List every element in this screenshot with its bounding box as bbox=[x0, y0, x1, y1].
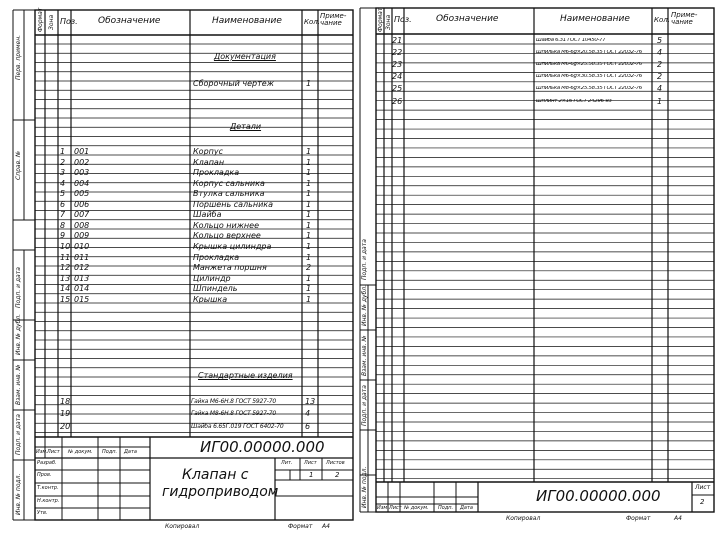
part-row-name: Крышка bbox=[193, 294, 228, 304]
part-row-designation: 007 bbox=[74, 210, 90, 220]
side-label-sign-date: Подп. и дата bbox=[361, 239, 368, 280]
header-note: Приме- чание bbox=[320, 12, 347, 28]
spec-row-name: Шпилька М6-6g×30.58.35 ГОСТ 22032-76 bbox=[536, 74, 642, 80]
part-row-qty: 1 bbox=[306, 210, 312, 220]
spec-row-name: Шпилька М6-6g×25.58.35 ГОСТ 22032-76 bbox=[536, 62, 642, 68]
part-row-pos: 9 bbox=[60, 231, 66, 241]
part-row-qty: 1 bbox=[306, 273, 312, 283]
part-row-pos: 12 bbox=[60, 263, 71, 273]
part-row-pos: 11 bbox=[60, 252, 71, 262]
part-row-pos: 13 bbox=[60, 273, 71, 283]
header-zone: Зона bbox=[385, 14, 392, 30]
part-row-pos: 14 bbox=[60, 284, 71, 294]
stamp-label-sheet: Лист bbox=[389, 505, 402, 511]
stamp-designation: ИГ00.00000.000 bbox=[200, 438, 325, 456]
part-row-qty: 1 bbox=[306, 168, 312, 178]
part-row-name: Шайба bbox=[193, 210, 222, 220]
spec-row-name: Шпилька М6-6g×20.58.35 ГОСТ 22032-76 bbox=[536, 50, 642, 56]
stamp-copied-label: Копировал bbox=[506, 515, 541, 522]
part-row-qty: 1 bbox=[306, 231, 312, 241]
spec-row-qty: 2 bbox=[657, 60, 663, 70]
header-zone: Зона bbox=[48, 14, 55, 30]
part-row-pos: 6 bbox=[60, 199, 66, 209]
stamp-label-doc-no: № докум. bbox=[404, 505, 429, 511]
part-row-designation: 001 bbox=[74, 147, 90, 156]
sheet-1-grid bbox=[0, 0, 355, 540]
part-row-pos: 4 bbox=[60, 178, 66, 188]
part-row-name: Крышка цилиндра bbox=[193, 241, 272, 251]
stamp-role-approved: Утв. bbox=[37, 510, 48, 516]
header-designation: Обозначение bbox=[98, 16, 161, 26]
part-row-designation: 003 bbox=[74, 168, 90, 178]
spec-row-pos: 21 bbox=[392, 36, 403, 45]
side-label-dup-inv: Инв. № дубл. bbox=[361, 284, 368, 326]
part-row-designation: 009 bbox=[74, 231, 90, 241]
part-row-designation: 008 bbox=[74, 220, 90, 230]
stamp-label-sheet: Лист bbox=[47, 449, 60, 455]
header-qty: Кол. bbox=[654, 16, 670, 24]
part-row-qty: 1 bbox=[306, 220, 312, 230]
side-label-sign-date: Подп. и дата bbox=[15, 267, 22, 308]
side-label-replace-inv: Взам. инв. № bbox=[15, 364, 22, 405]
part-row-pos: 5 bbox=[60, 189, 66, 199]
part-row-pos: 10 bbox=[60, 241, 71, 251]
doc-row-name: Сборочный чертеж bbox=[193, 79, 274, 88]
part-row-designation: 002 bbox=[74, 157, 90, 167]
side-label-ref-no: Справ. № bbox=[15, 150, 22, 180]
stamp-format-value: А4 bbox=[674, 515, 682, 522]
part-row-name: Поршень сальника bbox=[193, 199, 274, 209]
part-row-pos: 3 bbox=[60, 168, 66, 178]
stamp-format-label: Формат bbox=[626, 515, 651, 522]
stamp-sheet-value: 1 bbox=[309, 471, 314, 479]
part-row-name: Цилиндр bbox=[193, 273, 231, 283]
part-row-designation: 015 bbox=[74, 294, 90, 304]
stamp-format-label: Формат bbox=[288, 523, 313, 530]
spec-row-name: Шпилька М8-6g×25.58.35 ГОСТ 22032-76 bbox=[536, 86, 642, 92]
stamp-role-tech-control: Т.контр. bbox=[37, 485, 59, 491]
standard-row-pos: 19 bbox=[60, 409, 71, 418]
stamp-format-value: А4 bbox=[322, 523, 330, 530]
stamp-title-line2: гидроприводом bbox=[162, 484, 279, 500]
part-row-designation: 006 bbox=[74, 199, 90, 209]
part-row-qty: 1 bbox=[306, 157, 312, 167]
part-row-pos: 1 bbox=[60, 147, 66, 156]
spec-sheet-2 bbox=[358, 0, 720, 540]
stamp-sheets-value: 2 bbox=[335, 471, 340, 479]
header-format: Формат bbox=[377, 7, 384, 32]
part-row-designation: 012 bbox=[74, 263, 90, 273]
stamp-copied-label: Копировал bbox=[165, 523, 200, 530]
part-row-pos: 8 bbox=[60, 220, 66, 230]
part-row-name: Шпиндель bbox=[193, 284, 238, 294]
spec-sheet-1 bbox=[0, 0, 355, 540]
part-row-pos: 2 bbox=[60, 157, 66, 167]
stamp-label-sign: Подп. bbox=[438, 505, 454, 511]
spec-row-pos: 24 bbox=[392, 72, 403, 82]
spec-row-qty: 5 bbox=[657, 36, 663, 45]
section-standard: Стандартные изделия bbox=[198, 371, 293, 380]
part-row-pos: 15 bbox=[60, 294, 71, 304]
part-row-designation: 004 bbox=[74, 178, 90, 188]
header-pos: Поз. bbox=[394, 15, 412, 24]
header-format: Формат bbox=[37, 7, 44, 32]
side-label-sign-date-2: Подп. и дата bbox=[361, 385, 368, 426]
stamp-sheet-value: 2 bbox=[700, 498, 705, 506]
spec-row-qty: 4 bbox=[657, 48, 663, 58]
side-label-first-use: Перв. примен. bbox=[15, 34, 22, 80]
header-name: Наименование bbox=[212, 16, 282, 26]
spec-row-pos: 22 bbox=[392, 48, 403, 58]
stamp-lit-label: Лит. bbox=[281, 460, 293, 466]
side-label-orig-inv: Инв. № подл. bbox=[15, 473, 22, 515]
part-row-qty: 2 bbox=[306, 263, 312, 273]
side-label-sign-date-2: Подп. и дата bbox=[15, 414, 22, 455]
stamp-label-sign: Подп. bbox=[102, 449, 118, 455]
standard-row-qty: 13 bbox=[305, 397, 316, 406]
part-row-name: Манжета поршня bbox=[193, 263, 267, 273]
part-row-qty: 1 bbox=[306, 189, 312, 199]
spec-row-qty: 1 bbox=[657, 96, 663, 106]
part-row-name: Втулка сальника bbox=[193, 189, 265, 199]
part-row-qty: 1 bbox=[306, 252, 312, 262]
spec-row-pos: 25 bbox=[392, 84, 403, 94]
part-row-designation: 013 bbox=[74, 273, 90, 283]
sheet-2-grid bbox=[358, 0, 720, 540]
header-designation: Обозначение bbox=[436, 14, 499, 24]
standard-row-qty: 4 bbox=[305, 409, 311, 418]
part-row-designation: 014 bbox=[74, 284, 90, 294]
part-row-designation: 010 bbox=[74, 241, 90, 251]
spec-row-qty: 2 bbox=[657, 72, 663, 82]
stamp-role-norm-control: Н.контр. bbox=[37, 498, 60, 504]
stamp-sheets-label: Листов bbox=[326, 460, 345, 466]
spec-row-pos: 23 bbox=[392, 60, 403, 70]
part-row-name: Клапан bbox=[193, 157, 225, 167]
header-note: Приме- чание bbox=[671, 11, 698, 27]
stamp-designation: ИГ00.00000.000 bbox=[536, 487, 661, 505]
stamp-role-checker: Пров. bbox=[37, 472, 52, 478]
header-qty: Кол. bbox=[304, 18, 320, 26]
stamp-label-doc-no: № докум. bbox=[68, 449, 93, 455]
stamp-title-line1: Клапан с bbox=[182, 467, 249, 483]
standard-row-name: Гайка М6-6Н.8 ГОСТ 5927-70 bbox=[191, 398, 276, 405]
part-row-qty: 1 bbox=[306, 178, 312, 188]
section-parts: Детали bbox=[230, 122, 262, 131]
part-row-qty: 1 bbox=[306, 199, 312, 209]
stamp-label-change: Изм. bbox=[377, 505, 389, 511]
part-row-name: Кольцо нижнее bbox=[193, 220, 259, 230]
part-row-designation: 005 bbox=[74, 189, 90, 199]
header-pos: Поз. bbox=[60, 17, 78, 26]
part-row-qty: 1 bbox=[306, 294, 312, 304]
standard-row-pos: 18 bbox=[60, 397, 71, 406]
stamp-label-change: Изм. bbox=[36, 449, 48, 455]
stamp-sheet-label: Лист bbox=[695, 484, 711, 491]
stamp-label-date: Дата bbox=[124, 449, 137, 455]
spec-row-qty: 4 bbox=[657, 84, 663, 94]
part-row-qty: 1 bbox=[306, 147, 312, 156]
spec-row-name: Шплинт 2×16 ГОСТ 24296-93 bbox=[536, 98, 612, 104]
spec-row-name: Шайба 6.31 ГОСТ 10450-77 bbox=[536, 38, 606, 43]
part-row-name: Корпус сальника bbox=[193, 178, 265, 188]
part-row-qty: 1 bbox=[306, 284, 312, 294]
side-label-dup-inv: Инв. № дубл. bbox=[15, 313, 22, 355]
standard-row-name: Шайба 6.65Г.019 ГОСТ 6402-70 bbox=[191, 423, 284, 430]
part-row-name: Прокладка bbox=[193, 168, 240, 178]
stamp-label-date: Дата bbox=[460, 505, 473, 511]
part-row-name: Кольцо верхнее bbox=[193, 231, 261, 241]
spec-row-pos: 26 bbox=[392, 96, 403, 106]
standard-row-name: Гайка М8-6Н.8 ГОСТ 5927-70 bbox=[191, 410, 276, 417]
side-label-replace-inv: Взам. инв. № bbox=[361, 335, 368, 376]
section-documentation: Документация bbox=[214, 52, 276, 61]
header-name: Наименование bbox=[560, 14, 630, 24]
stamp-sheet-label: Лист bbox=[304, 460, 317, 466]
part-row-pos: 7 bbox=[60, 210, 66, 220]
standard-row-pos: 20 bbox=[60, 422, 71, 431]
stamp-role-developer: Разраб. bbox=[37, 460, 57, 466]
part-row-name: Корпус bbox=[193, 147, 224, 156]
standard-row-qty: 6 bbox=[305, 422, 311, 431]
part-row-name: Прокладка bbox=[193, 252, 240, 262]
part-row-qty: 1 bbox=[306, 241, 312, 251]
doc-row-qty: 1 bbox=[306, 79, 312, 88]
side-label-orig-inv: Инв. № подл. bbox=[361, 466, 368, 508]
part-row-designation: 011 bbox=[74, 252, 90, 262]
